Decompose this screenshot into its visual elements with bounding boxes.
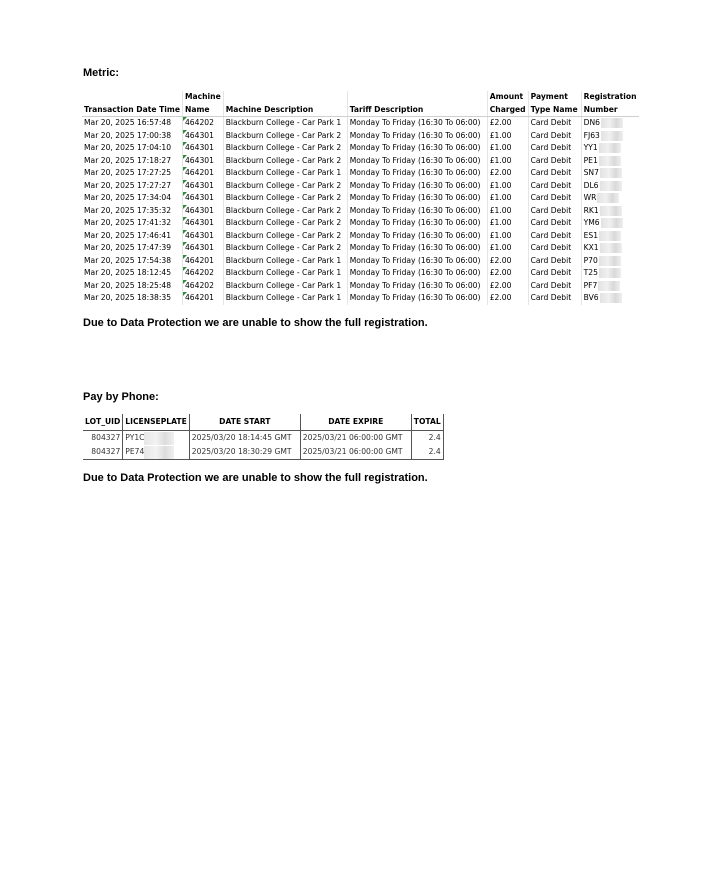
cell-lot-uid: 804327 [83, 431, 123, 446]
cell-amount-charged: £2.00 [487, 280, 528, 293]
cell-licenseplate-partial: PE74 [125, 447, 145, 456]
excel-error-indicator-icon [183, 217, 187, 221]
cell-payment-type: Card Debit [528, 180, 581, 193]
cell-payment-type: Card Debit [528, 267, 581, 280]
cell-payment-type: Card Debit [528, 292, 581, 305]
cell-machine-name [182, 242, 223, 255]
cell-machine-value: 464202 [184, 280, 214, 290]
metric-row [82, 117, 639, 130]
cell-registration-partial: YY1 [583, 143, 598, 152]
header-ptype-line1: Payment [530, 92, 568, 101]
cell-amount-charged: £1.00 [487, 217, 528, 230]
cell-datetime: Mar 20, 2025 18:25:48 [82, 280, 182, 293]
cell-payment-type: Card Debit [528, 142, 581, 155]
cell-machine-value: 464201 [184, 293, 214, 302]
cell-datetime: Mar 20, 2025 16:57:48 [82, 117, 182, 130]
header-reg-line1: Registration [583, 92, 637, 101]
excel-error-indicator-icon [183, 280, 187, 284]
cell-licenseplate-partial: PY1C [125, 433, 145, 442]
redaction-blur [600, 243, 622, 253]
excel-error-indicator-icon [183, 255, 187, 259]
cell-payment-type: Card Debit [528, 230, 581, 243]
cell-registration-number [581, 292, 638, 305]
redaction-blur [597, 193, 619, 203]
header-amount-line2: Charged [489, 104, 526, 114]
cell-datetime: Mar 20, 2025 17:46:41 [82, 230, 182, 243]
cell-tariff-description: Monday To Friday (16:30 To 06:00) [347, 217, 487, 230]
cell-registration-number [581, 167, 638, 180]
cell-tariff-description: Monday To Friday (16:30 To 06:00) [347, 280, 487, 293]
cell-registration-number [581, 217, 638, 230]
cell-licenseplate [123, 445, 190, 460]
header-tariff-description: Tariff Description [347, 91, 487, 117]
cell-machine-value: 464301 [184, 180, 214, 190]
cell-date-start: 2025/03/20 18:14:45 GMT [189, 431, 300, 446]
excel-error-indicator-icon [183, 130, 187, 134]
cell-machine-value: 464201 [184, 255, 214, 265]
excel-error-indicator-icon [183, 230, 187, 234]
cell-amount-charged: £1.00 [487, 192, 528, 205]
redaction-blur [601, 218, 623, 228]
excel-error-indicator-icon [183, 180, 187, 184]
cell-amount-charged: £2.00 [487, 292, 528, 305]
header-machine-line1: Machine [184, 92, 221, 101]
cell-payment-type: Card Debit [528, 205, 581, 218]
header-date-expire: DATE EXPIRE [300, 414, 411, 431]
cell-tariff-description: Monday To Friday (16:30 To 06:00) [347, 267, 487, 280]
metric-table [82, 91, 639, 305]
excel-error-indicator-icon [183, 205, 187, 209]
redaction-blur [599, 156, 621, 166]
excel-error-indicator-icon [183, 192, 187, 196]
header-amount-line1: Amount [489, 92, 524, 101]
phone-table [83, 414, 444, 460]
metric-row [82, 180, 639, 193]
cell-machine-description: Blackburn College - Car Park 1 [223, 255, 347, 268]
cell-machine-description: Blackburn College - Car Park 1 [223, 167, 347, 180]
redaction-blur [599, 231, 621, 241]
cell-datetime: Mar 20, 2025 18:12:45 [82, 267, 182, 280]
cell-payment-type: Card Debit [528, 192, 581, 205]
cell-datetime: Mar 20, 2025 17:54:38 [82, 255, 182, 268]
cell-machine-value: 464301 [184, 243, 214, 252]
cell-machine-description: Blackburn College - Car Park 1 [223, 117, 347, 130]
cell-machine-name [182, 192, 223, 205]
cell-machine-value: 464301 [184, 130, 214, 140]
cell-registration-number [581, 180, 638, 193]
cell-total: 2.4 [411, 431, 443, 446]
header-amount-charged [487, 91, 528, 117]
cell-payment-type: Card Debit [528, 255, 581, 268]
cell-registration-partial: SN7 [583, 168, 599, 177]
cell-datetime: Mar 20, 2025 17:27:27 [82, 180, 182, 193]
cell-payment-type: Card Debit [528, 217, 581, 230]
metric-row [82, 242, 639, 255]
cell-machine-description: Blackburn College - Car Park 2 [223, 180, 347, 193]
metric-heading: Metric: [83, 67, 120, 79]
cell-machine-name [182, 280, 223, 293]
cell-registration-partial: KX1 [583, 243, 599, 252]
cell-payment-type: Card Debit [528, 117, 581, 130]
cell-tariff-description: Monday To Friday (16:30 To 06:00) [347, 230, 487, 243]
cell-tariff-description: Monday To Friday (16:30 To 06:00) [347, 167, 487, 180]
redaction-blur [600, 206, 622, 216]
cell-machine-name [182, 167, 223, 180]
cell-datetime: Mar 20, 2025 17:47:39 [82, 242, 182, 255]
cell-amount-charged: £2.00 [487, 117, 528, 130]
cell-datetime: Mar 20, 2025 18:38:35 [82, 292, 182, 305]
phone-row [83, 445, 443, 460]
cell-registration-partial: YM6 [583, 218, 600, 227]
cell-machine-value: 464301 [184, 230, 214, 240]
cell-datetime: Mar 20, 2025 17:34:04 [82, 192, 182, 205]
metric-header-row [82, 91, 639, 117]
cell-registration-number [581, 242, 638, 255]
cell-tariff-description: Monday To Friday (16:30 To 06:00) [347, 117, 487, 130]
cell-date-expire: 2025/03/21 06:00:00 GMT [300, 431, 411, 446]
excel-error-indicator-icon [183, 242, 187, 246]
redaction-blur [599, 268, 621, 278]
cell-tariff-description: Monday To Friday (16:30 To 06:00) [347, 255, 487, 268]
cell-amount-charged: £1.00 [487, 230, 528, 243]
cell-registration-partial: DN6 [583, 118, 600, 127]
cell-amount-charged: £2.00 [487, 267, 528, 280]
metric-row [82, 280, 639, 293]
redaction-blur [599, 143, 621, 153]
cell-registration-number [581, 205, 638, 218]
cell-date-expire: 2025/03/21 06:00:00 GMT [300, 445, 411, 460]
excel-error-indicator-icon [183, 142, 187, 146]
phone-data-protection-note: Due to Data Protection we are unable to show the full registration. [83, 472, 428, 484]
cell-date-start: 2025/03/20 18:30:29 GMT [189, 445, 300, 460]
cell-machine-value: 464301 [184, 193, 214, 202]
cell-registration-number [581, 192, 638, 205]
excel-error-indicator-icon [183, 292, 187, 296]
metric-row [82, 267, 639, 280]
cell-tariff-description: Monday To Friday (16:30 To 06:00) [347, 192, 487, 205]
redaction-blur [598, 281, 620, 291]
excel-error-indicator-icon [183, 155, 187, 159]
cell-machine-value: 464301 [184, 143, 214, 152]
cell-registration-number [581, 130, 638, 143]
cell-amount-charged: £1.00 [487, 155, 528, 168]
cell-payment-type: Card Debit [528, 242, 581, 255]
header-machine-line2: Name [184, 104, 210, 114]
metric-row [82, 130, 639, 143]
redaction-blur [599, 256, 621, 266]
header-ptype-line2: Type Name [530, 104, 578, 114]
cell-machine-value: 464202 [184, 118, 214, 127]
cell-registration-partial: FJ63 [583, 130, 600, 140]
header-date-start: DATE START [189, 414, 300, 431]
cell-machine-name [182, 230, 223, 243]
cell-machine-value: 464202 [184, 268, 214, 277]
cell-payment-type: Card Debit [528, 155, 581, 168]
cell-datetime: Mar 20, 2025 17:18:27 [82, 155, 182, 168]
cell-registration-partial: T25 [583, 268, 598, 277]
cell-datetime: Mar 20, 2025 17:27:25 [82, 167, 182, 180]
cell-registration-partial: DL6 [583, 180, 599, 190]
cell-payment-type: Card Debit [528, 130, 581, 143]
cell-machine-description: Blackburn College - Car Park 2 [223, 242, 347, 255]
cell-machine-name [182, 292, 223, 305]
cell-machine-description: Blackburn College - Car Park 1 [223, 267, 347, 280]
phone-row [83, 431, 443, 446]
cell-tariff-description: Monday To Friday (16:30 To 06:00) [347, 155, 487, 168]
redaction-blur [600, 293, 622, 303]
header-lot-uid: LOT_UID [83, 414, 123, 431]
header-total: TOTAL [411, 414, 443, 431]
cell-machine-value: 464201 [184, 168, 214, 177]
header-registration-number [581, 91, 638, 117]
cell-registration-partial: BV6 [583, 293, 599, 302]
cell-licenseplate [123, 431, 190, 446]
cell-registration-partial: RK1 [583, 205, 599, 215]
redaction-blur [601, 131, 623, 141]
cell-registration-number [581, 155, 638, 168]
phone-header-row [83, 414, 443, 431]
redaction-blur [601, 118, 623, 128]
cell-amount-charged: £1.00 [487, 130, 528, 143]
excel-error-indicator-icon [183, 117, 187, 121]
redaction-blur [144, 432, 174, 445]
header-machine-name [182, 91, 223, 117]
cell-tariff-description: Monday To Friday (16:30 To 06:00) [347, 142, 487, 155]
cell-registration-number [581, 255, 638, 268]
cell-tariff-description: Monday To Friday (16:30 To 06:00) [347, 205, 487, 218]
cell-datetime: Mar 20, 2025 17:41:32 [82, 217, 182, 230]
cell-machine-description: Blackburn College - Car Park 2 [223, 217, 347, 230]
cell-tariff-description: Monday To Friday (16:30 To 06:00) [347, 242, 487, 255]
header-machine-description: Machine Description [223, 91, 347, 117]
cell-tariff-description: Monday To Friday (16:30 To 06:00) [347, 180, 487, 193]
metric-row [82, 192, 639, 205]
cell-amount-charged: £1.00 [487, 242, 528, 255]
cell-lot-uid: 804327 [83, 445, 123, 460]
cell-registration-partial: P70 [583, 255, 598, 265]
cell-amount-charged: £1.00 [487, 205, 528, 218]
cell-machine-name [182, 117, 223, 130]
header-reg-line2: Number [583, 104, 618, 114]
cell-machine-name [182, 180, 223, 193]
cell-machine-name [182, 130, 223, 143]
cell-tariff-description: Monday To Friday (16:30 To 06:00) [347, 292, 487, 305]
cell-machine-name [182, 255, 223, 268]
excel-error-indicator-icon [183, 267, 187, 271]
cell-registration-partial: PF7 [583, 280, 598, 290]
cell-registration-number [581, 117, 638, 130]
cell-machine-description: Blackburn College - Car Park 2 [223, 155, 347, 168]
cell-machine-name [182, 217, 223, 230]
cell-registration-partial: ES1 [583, 230, 599, 240]
cell-machine-value: 464301 [184, 205, 214, 215]
cell-machine-description: Blackburn College - Car Park 1 [223, 292, 347, 305]
cell-registration-number [581, 230, 638, 243]
cell-payment-type: Card Debit [528, 167, 581, 180]
cell-registration-number [581, 280, 638, 293]
metric-row [82, 167, 639, 180]
cell-machine-description: Blackburn College - Car Park 2 [223, 230, 347, 243]
metric-row [82, 155, 639, 168]
excel-error-indicator-icon [183, 167, 187, 171]
cell-datetime: Mar 20, 2025 17:00:38 [82, 130, 182, 143]
metric-row [82, 255, 639, 268]
phone-heading: Pay by Phone: [83, 391, 159, 403]
cell-amount-charged: £2.00 [487, 255, 528, 268]
cell-datetime: Mar 20, 2025 17:04:10 [82, 142, 182, 155]
header-payment-type [528, 91, 581, 117]
cell-payment-type: Card Debit [528, 280, 581, 293]
cell-registration-partial: WR [583, 193, 597, 202]
cell-registration-number [581, 267, 638, 280]
metric-data-protection-note: Due to Data Protection we are unable to show the full registration. [83, 317, 428, 329]
cell-machine-value: 464301 [184, 218, 214, 227]
cell-amount-charged: £2.00 [487, 167, 528, 180]
cell-machine-name [182, 205, 223, 218]
metric-row [82, 205, 639, 218]
cell-datetime: Mar 20, 2025 17:35:32 [82, 205, 182, 218]
redaction-blur [144, 446, 174, 459]
cell-machine-name [182, 155, 223, 168]
cell-machine-name [182, 267, 223, 280]
cell-machine-value: 464301 [184, 155, 214, 165]
cell-registration-partial: PE1 [583, 155, 598, 165]
cell-machine-name [182, 142, 223, 155]
redaction-blur [600, 181, 622, 191]
cell-tariff-description: Monday To Friday (16:30 To 06:00) [347, 130, 487, 143]
cell-total: 2.4 [411, 445, 443, 460]
cell-machine-description: Blackburn College - Car Park 2 [223, 142, 347, 155]
header-licenseplate: LICENSEPLATE [123, 414, 190, 431]
cell-machine-description: Blackburn College - Car Park 1 [223, 280, 347, 293]
cell-machine-description: Blackburn College - Car Park 2 [223, 205, 347, 218]
metric-row [82, 217, 639, 230]
metric-row [82, 230, 639, 243]
cell-machine-description: Blackburn College - Car Park 2 [223, 130, 347, 143]
cell-amount-charged: £1.00 [487, 180, 528, 193]
metric-row [82, 142, 639, 155]
cell-machine-description: Blackburn College - Car Park 2 [223, 192, 347, 205]
cell-amount-charged: £1.00 [487, 142, 528, 155]
header-transaction-datetime: Transaction Date Time [82, 91, 182, 117]
metric-row [82, 292, 639, 305]
cell-registration-number [581, 142, 638, 155]
redaction-blur [600, 168, 622, 178]
